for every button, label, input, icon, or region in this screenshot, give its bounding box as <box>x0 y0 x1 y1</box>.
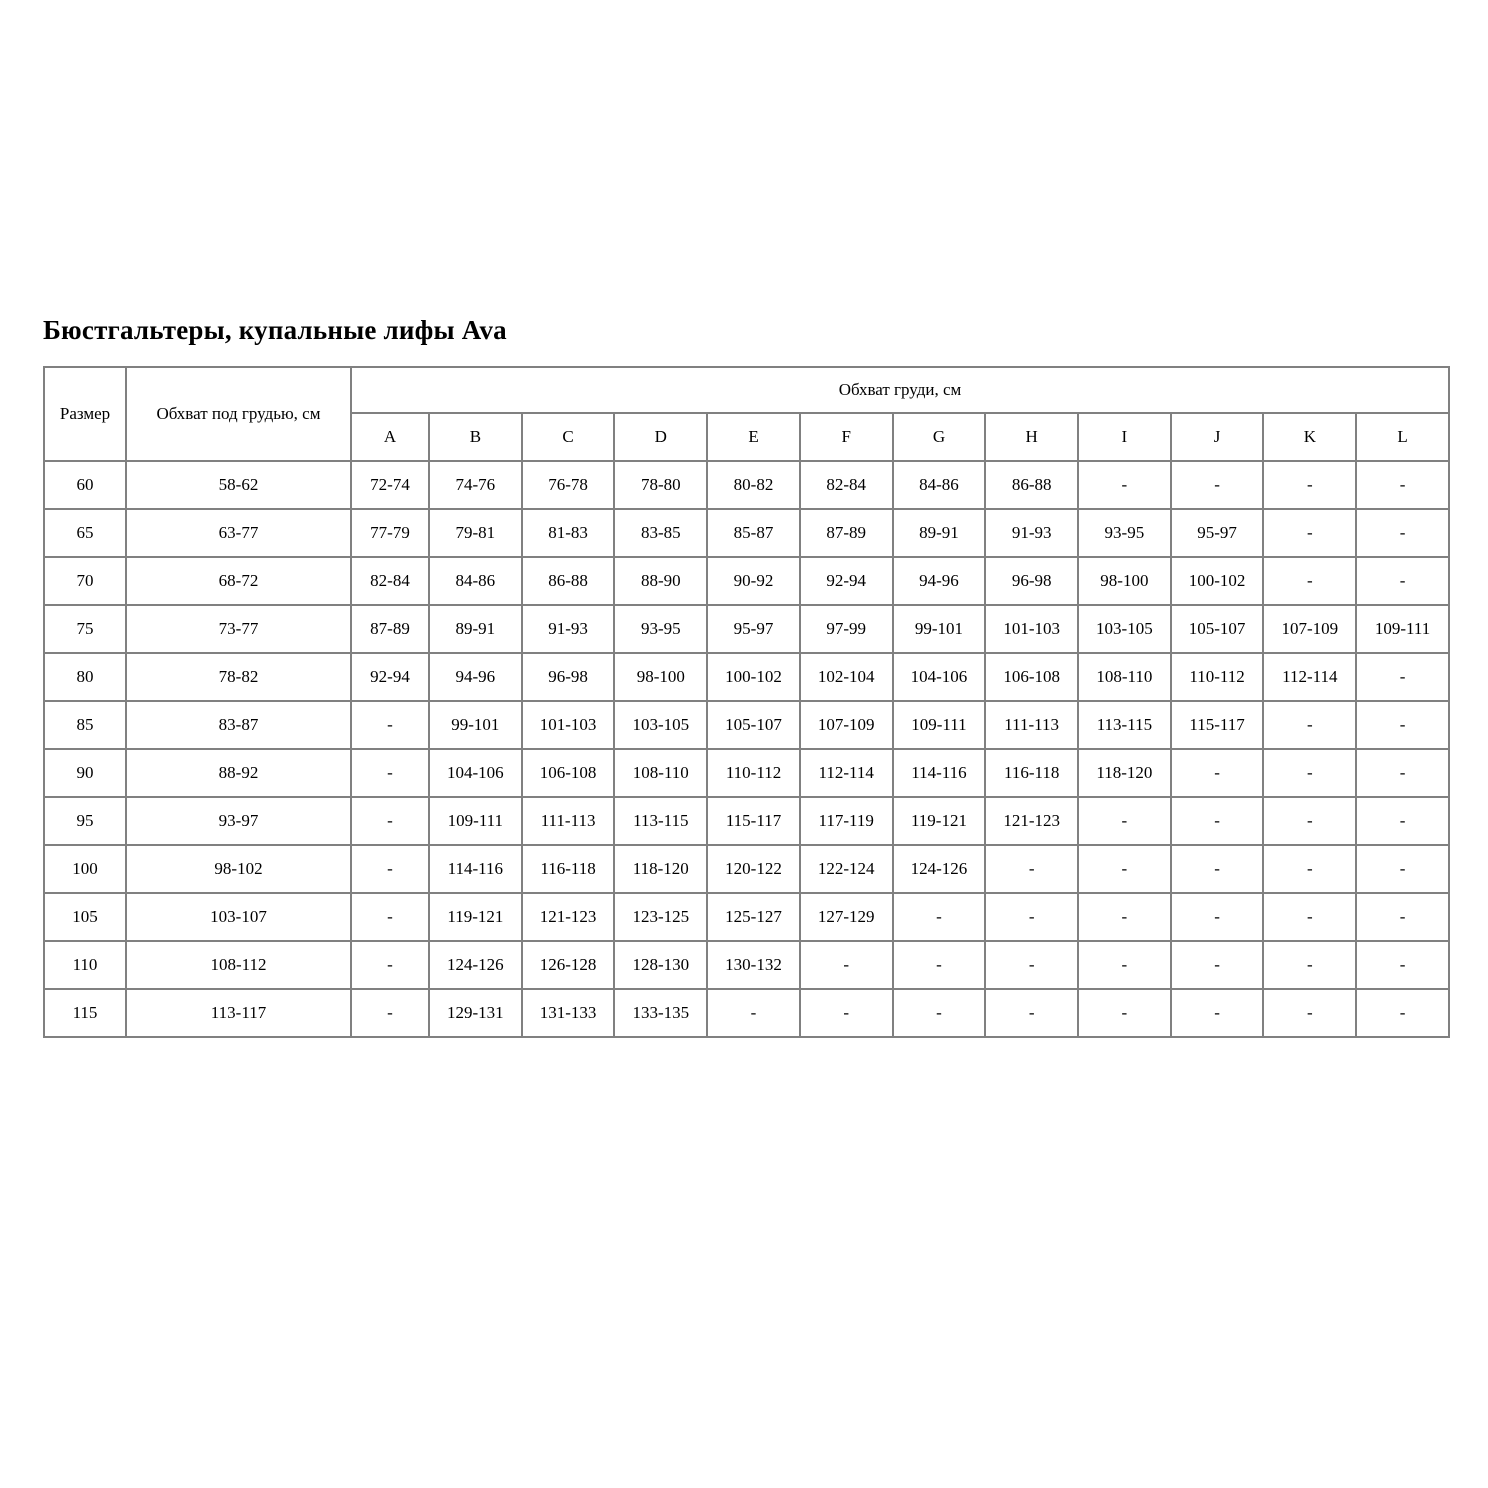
cup-cell: 87-89 <box>351 605 429 653</box>
cup-cell: 133-135 <box>614 989 707 1037</box>
col-header-cup-i: I <box>1078 413 1171 461</box>
cup-cell: 95-97 <box>1171 509 1264 557</box>
cup-cell: - <box>1171 461 1264 509</box>
cup-cell: - <box>351 701 429 749</box>
col-header-cup-k: K <box>1263 413 1356 461</box>
table-row <box>44 701 1449 749</box>
cup-cell: - <box>985 893 1078 941</box>
cup-cell: 89-91 <box>429 605 522 653</box>
col-header-cup-f: F <box>800 413 893 461</box>
cup-cell: 119-121 <box>429 893 522 941</box>
cup-cell: 105-107 <box>1171 605 1264 653</box>
cup-cell: 91-93 <box>985 509 1078 557</box>
cup-cell: 109-111 <box>1356 605 1449 653</box>
cup-cell: 109-111 <box>429 797 522 845</box>
cup-cell: 84-86 <box>429 557 522 605</box>
size-chart-body <box>44 461 1449 1037</box>
cup-cell: 101-103 <box>522 701 615 749</box>
cup-cell: - <box>1356 941 1449 989</box>
cup-cell: - <box>985 941 1078 989</box>
cup-cell: - <box>1263 701 1356 749</box>
cup-cell: 115-117 <box>707 797 800 845</box>
col-header-underbust: Обхват под грудью, см <box>126 367 351 461</box>
cup-cell: 118-120 <box>1078 749 1171 797</box>
cup-cell: 98-100 <box>614 653 707 701</box>
cup-cell: - <box>1078 893 1171 941</box>
cup-cell: 85-87 <box>707 509 800 557</box>
cup-cell: 94-96 <box>429 653 522 701</box>
cup-cell: 91-93 <box>522 605 615 653</box>
cup-cell: 92-94 <box>351 653 429 701</box>
table-row <box>44 653 1449 701</box>
cup-cell: 126-128 <box>522 941 615 989</box>
table-row <box>44 989 1449 1037</box>
cup-cell: 104-106 <box>429 749 522 797</box>
cup-cell: - <box>1171 989 1264 1037</box>
table-row <box>44 461 1449 509</box>
cup-cell: - <box>1263 461 1356 509</box>
cup-cell: 113-115 <box>1078 701 1171 749</box>
cup-cell: - <box>351 845 429 893</box>
underbust-cell: 108-112 <box>126 941 351 989</box>
cup-cell: 84-86 <box>893 461 986 509</box>
underbust-cell: 88-92 <box>126 749 351 797</box>
cup-cell: - <box>800 941 893 989</box>
cup-cell: - <box>1263 893 1356 941</box>
cup-cell: - <box>1356 893 1449 941</box>
col-header-cup-b: B <box>429 413 522 461</box>
size-cell: 115 <box>44 989 126 1037</box>
col-header-cup-g: G <box>893 413 986 461</box>
col-header-cup-d: D <box>614 413 707 461</box>
cup-cell: 120-122 <box>707 845 800 893</box>
table-row <box>44 941 1449 989</box>
cup-cell: - <box>893 989 986 1037</box>
cup-cell: 74-76 <box>429 461 522 509</box>
header-group-row <box>44 367 1449 413</box>
cup-cell: 117-119 <box>800 797 893 845</box>
cup-cell: 92-94 <box>800 557 893 605</box>
cup-cell: 131-133 <box>522 989 615 1037</box>
cup-cell: 112-114 <box>800 749 893 797</box>
cup-cell: 88-90 <box>614 557 707 605</box>
page-title: Бюстгальтеры, купальные лифы Ava <box>43 315 507 346</box>
table-row <box>44 893 1449 941</box>
cup-cell: 108-110 <box>614 749 707 797</box>
col-header-cup-e: E <box>707 413 800 461</box>
cup-cell: - <box>1078 461 1171 509</box>
cup-cell: 118-120 <box>614 845 707 893</box>
cup-cell: 111-113 <box>985 701 1078 749</box>
table-row <box>44 845 1449 893</box>
col-header-cup-l: L <box>1356 413 1449 461</box>
col-header-cup-a: A <box>351 413 429 461</box>
cup-cell: - <box>1263 749 1356 797</box>
cup-cell: - <box>1356 653 1449 701</box>
cup-cell: - <box>1171 845 1264 893</box>
cup-cell: 116-118 <box>522 845 615 893</box>
cup-cell: 80-82 <box>707 461 800 509</box>
cup-cell: - <box>1356 845 1449 893</box>
cup-cell: 112-114 <box>1263 653 1356 701</box>
cup-cell: - <box>1078 797 1171 845</box>
cup-cell: 93-95 <box>614 605 707 653</box>
cup-cell: 107-109 <box>800 701 893 749</box>
cup-cell: 124-126 <box>893 845 986 893</box>
table-row <box>44 797 1449 845</box>
size-cell: 75 <box>44 605 126 653</box>
cup-cell: 99-101 <box>429 701 522 749</box>
col-header-bust-group: Обхват груди, см <box>351 367 1449 413</box>
cup-cell: 121-123 <box>522 893 615 941</box>
cup-cell: 108-110 <box>1078 653 1171 701</box>
cup-cell: - <box>351 989 429 1037</box>
cup-cell: 96-98 <box>522 653 615 701</box>
cup-cell: - <box>800 989 893 1037</box>
cup-cell: - <box>1356 509 1449 557</box>
col-header-size: Размер <box>44 367 126 461</box>
cup-cell: - <box>1078 845 1171 893</box>
underbust-cell: 98-102 <box>126 845 351 893</box>
underbust-cell: 113-117 <box>126 989 351 1037</box>
cup-cell: 97-99 <box>800 605 893 653</box>
size-cell: 85 <box>44 701 126 749</box>
size-chart-table <box>43 366 1450 1038</box>
cup-cell: 82-84 <box>800 461 893 509</box>
cup-cell: - <box>1356 749 1449 797</box>
underbust-cell: 78-82 <box>126 653 351 701</box>
cup-cell: 93-95 <box>1078 509 1171 557</box>
cup-cell: - <box>1263 845 1356 893</box>
cup-cell: - <box>1078 989 1171 1037</box>
cup-cell: 99-101 <box>893 605 986 653</box>
cup-cell: 89-91 <box>893 509 986 557</box>
cup-cell: - <box>1171 797 1264 845</box>
cup-cell: - <box>1263 941 1356 989</box>
cup-cell: 109-111 <box>893 701 986 749</box>
cup-cell: 105-107 <box>707 701 800 749</box>
cup-cell: 123-125 <box>614 893 707 941</box>
size-cell: 110 <box>44 941 126 989</box>
cup-cell: - <box>351 749 429 797</box>
cup-cell: 90-92 <box>707 557 800 605</box>
cup-cell: - <box>1263 797 1356 845</box>
cup-cell: 72-74 <box>351 461 429 509</box>
cup-cell: 94-96 <box>893 557 986 605</box>
cup-cell: 106-108 <box>522 749 615 797</box>
cup-cell: 104-106 <box>893 653 986 701</box>
size-cell: 65 <box>44 509 126 557</box>
cup-cell: 101-103 <box>985 605 1078 653</box>
cup-cell: 100-102 <box>707 653 800 701</box>
cup-cell: - <box>985 845 1078 893</box>
cup-cell: 128-130 <box>614 941 707 989</box>
table-row <box>44 605 1449 653</box>
cup-cell: 115-117 <box>1171 701 1264 749</box>
cup-cell: - <box>1263 509 1356 557</box>
cup-cell: 86-88 <box>522 557 615 605</box>
cup-cell: 79-81 <box>429 509 522 557</box>
cup-cell: 114-116 <box>893 749 986 797</box>
cup-cell: - <box>1356 989 1449 1037</box>
cup-cell: 116-118 <box>985 749 1078 797</box>
cup-cell: 77-79 <box>351 509 429 557</box>
size-cell: 105 <box>44 893 126 941</box>
table-row <box>44 509 1449 557</box>
cup-cell: - <box>1356 701 1449 749</box>
cup-cell: - <box>1171 893 1264 941</box>
cup-cell: 107-109 <box>1263 605 1356 653</box>
cup-cell: - <box>985 989 1078 1037</box>
cup-cell: - <box>1171 941 1264 989</box>
cup-cell: 122-124 <box>800 845 893 893</box>
cup-cell: 86-88 <box>985 461 1078 509</box>
cup-cell: 121-123 <box>985 797 1078 845</box>
size-cell: 95 <box>44 797 126 845</box>
cup-cell: - <box>707 989 800 1037</box>
table-row <box>44 749 1449 797</box>
cup-cell: - <box>1171 749 1264 797</box>
underbust-cell: 93-97 <box>126 797 351 845</box>
underbust-cell: 83-87 <box>126 701 351 749</box>
cup-cell: - <box>1356 461 1449 509</box>
cup-cell: - <box>1263 557 1356 605</box>
cup-cell: 111-113 <box>522 797 615 845</box>
size-cell: 60 <box>44 461 126 509</box>
cup-cell: 119-121 <box>893 797 986 845</box>
size-cell: 90 <box>44 749 126 797</box>
cup-cell: - <box>1356 557 1449 605</box>
cup-cell: 83-85 <box>614 509 707 557</box>
cup-cell: 81-83 <box>522 509 615 557</box>
size-chart-header <box>44 367 1449 461</box>
size-cell: 80 <box>44 653 126 701</box>
cup-cell: 82-84 <box>351 557 429 605</box>
cup-cell: 103-105 <box>614 701 707 749</box>
cup-cell: 130-132 <box>707 941 800 989</box>
cup-cell: 110-112 <box>1171 653 1264 701</box>
cup-cell: 113-115 <box>614 797 707 845</box>
cup-cell: 129-131 <box>429 989 522 1037</box>
cup-cell: 96-98 <box>985 557 1078 605</box>
cup-cell: 87-89 <box>800 509 893 557</box>
cup-cell: 102-104 <box>800 653 893 701</box>
cup-cell: 124-126 <box>429 941 522 989</box>
cup-cell: 98-100 <box>1078 557 1171 605</box>
cup-cell: 100-102 <box>1171 557 1264 605</box>
cup-cell: - <box>351 941 429 989</box>
cup-cell: 76-78 <box>522 461 615 509</box>
underbust-cell: 68-72 <box>126 557 351 605</box>
cup-cell: - <box>1263 989 1356 1037</box>
cup-cell: 103-105 <box>1078 605 1171 653</box>
underbust-cell: 103-107 <box>126 893 351 941</box>
cup-cell: 127-129 <box>800 893 893 941</box>
cup-cell: - <box>351 797 429 845</box>
cup-cell: - <box>351 893 429 941</box>
size-cell: 100 <box>44 845 126 893</box>
cup-cell: 110-112 <box>707 749 800 797</box>
table-row <box>44 557 1449 605</box>
cup-cell: 95-97 <box>707 605 800 653</box>
underbust-cell: 73-77 <box>126 605 351 653</box>
cup-cell: - <box>893 941 986 989</box>
cup-cell: 106-108 <box>985 653 1078 701</box>
col-header-cup-c: C <box>522 413 615 461</box>
cup-cell: 125-127 <box>707 893 800 941</box>
cup-cell: - <box>893 893 986 941</box>
col-header-cup-j: J <box>1171 413 1264 461</box>
cup-cell: - <box>1356 797 1449 845</box>
underbust-cell: 63-77 <box>126 509 351 557</box>
cup-cell: 114-116 <box>429 845 522 893</box>
underbust-cell: 58-62 <box>126 461 351 509</box>
col-header-cup-h: H <box>985 413 1078 461</box>
size-cell: 70 <box>44 557 126 605</box>
cup-cell: - <box>1078 941 1171 989</box>
cup-cell: 78-80 <box>614 461 707 509</box>
